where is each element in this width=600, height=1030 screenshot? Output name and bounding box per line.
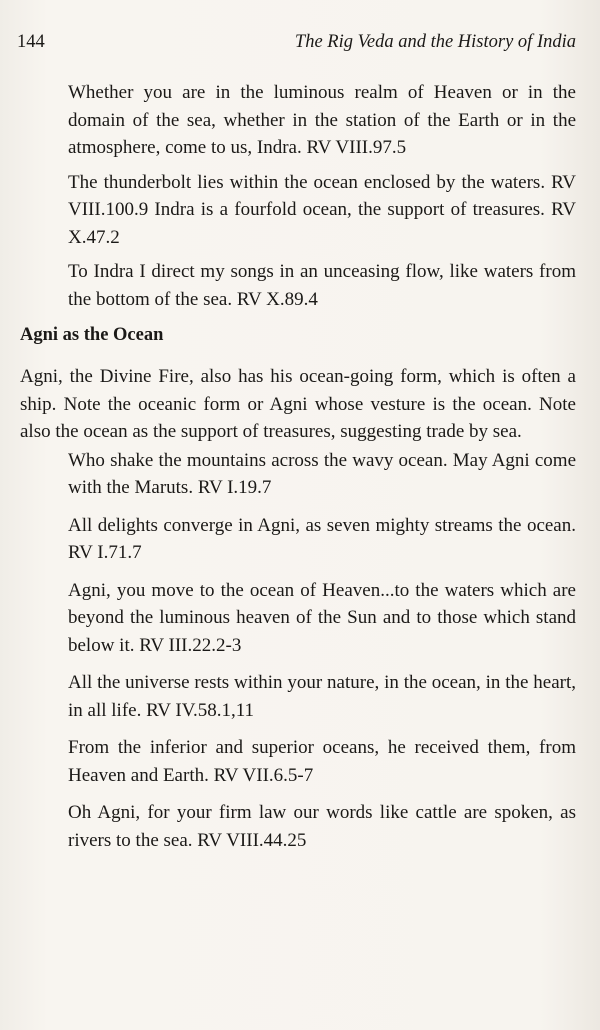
quote-indra-3: To Indra I direct my songs in an unceasing flow, like waters from the bottom of the sea. RV X.89.4 bbox=[68, 261, 576, 310]
page-header bbox=[17, 30, 576, 54]
running-head: The Rig Veda and the History of India bbox=[294, 32, 576, 52]
quote-agni-1: Who shake the mountains across the wavy ocean. May Agni come with the Maruts. RV I.19.7 bbox=[68, 449, 576, 498]
quote-indra-1: Whether you are in the luminous realm of Heaven or in the domain of the sea, whether in the station of the Earth or in the atmosphere, come to us, Indra. RV VIII.97.5 bbox=[68, 82, 576, 158]
quote-agni-4: All the universe rests within your nature, in the ocean, in the heart, in all life. RV IV.58.1,11 bbox=[68, 672, 576, 721]
quote-indra-2: The thunderbolt lies within the ocean enclosed by the waters. RV VIII.100.9 Indra is a fourfold ocean, the support of treasures. RV X.47.2 bbox=[68, 171, 576, 248]
page-number: 144 bbox=[17, 32, 45, 52]
section-intro-paragraph: Agni, the Divine Fire, also has his ocean-going form, which is often a ship. Note the oceanic form or Agni whose vesture is the ocean. Note also the ocean as the support of treasures, suggesting trade by sea. bbox=[20, 366, 576, 442]
page-body bbox=[20, 79, 576, 861]
quote-agni-2: All delights converge in Agni, as seven mighty streams the ocean. RV I.71.7 bbox=[68, 514, 576, 563]
section-heading: Agni as the Ocean bbox=[20, 325, 164, 345]
quote-agni-3: Agni, you move to the ocean of Heaven...to the waters which are beyond the luminous heaven of the Sun and to those which stand below it. RV III.22.2-3 bbox=[68, 579, 576, 656]
quote-agni-6: Oh Agni, for your firm law our words like cattle are spoken, as rivers to the sea. RV VIII.44.25 bbox=[68, 802, 576, 851]
quote-agni-5: From the inferior and superior oceans, he received them, from Heaven and Earth. RV VII.6.5-7 bbox=[68, 737, 576, 786]
